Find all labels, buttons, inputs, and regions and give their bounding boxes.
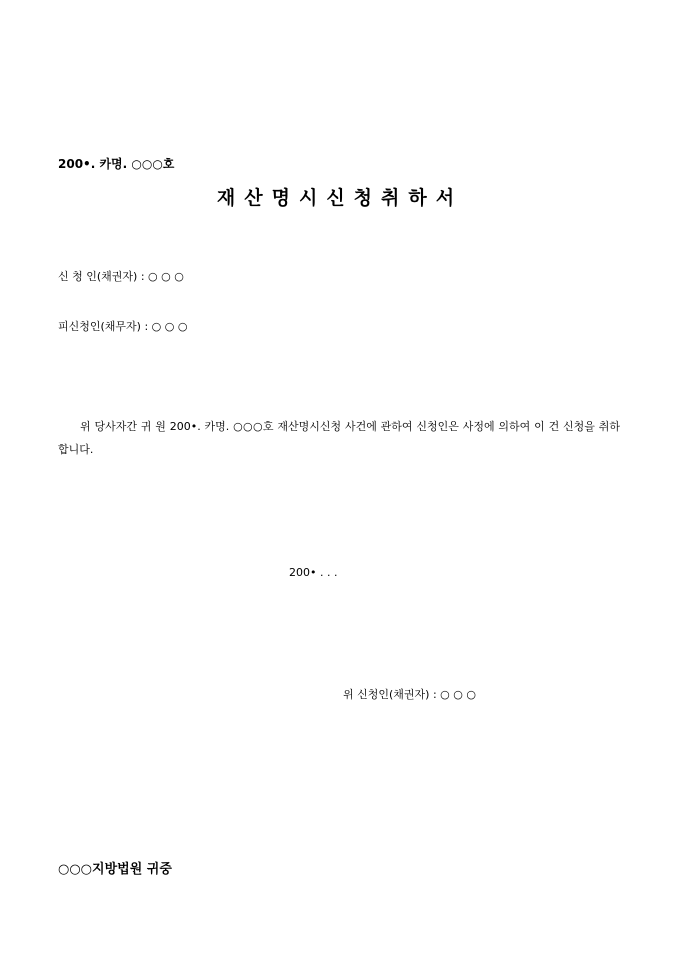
case-number: 200•. 카명. ○○○호	[58, 157, 175, 171]
document-title: 재산명시신청취하서	[216, 187, 464, 209]
applicant-line: 신 청 인(채권자) : ○ ○ ○	[58, 270, 184, 283]
signature-line: 위 신청인(채권자) : ○ ○ ○	[343, 688, 476, 701]
date-line: 200• . . .	[289, 566, 338, 579]
court-addressee: ○○○지방법원 귀중	[58, 862, 172, 877]
respondent-line: 피신청인(채무자) : ○ ○ ○	[58, 320, 188, 333]
body-paragraph: 위 당사자간 귀 원 200•. 카명. ○○○호 재산명시신청 사건에 관하여 신청인은 사정에 의하여 이 건 신청을 취하합니다.	[58, 420, 620, 456]
